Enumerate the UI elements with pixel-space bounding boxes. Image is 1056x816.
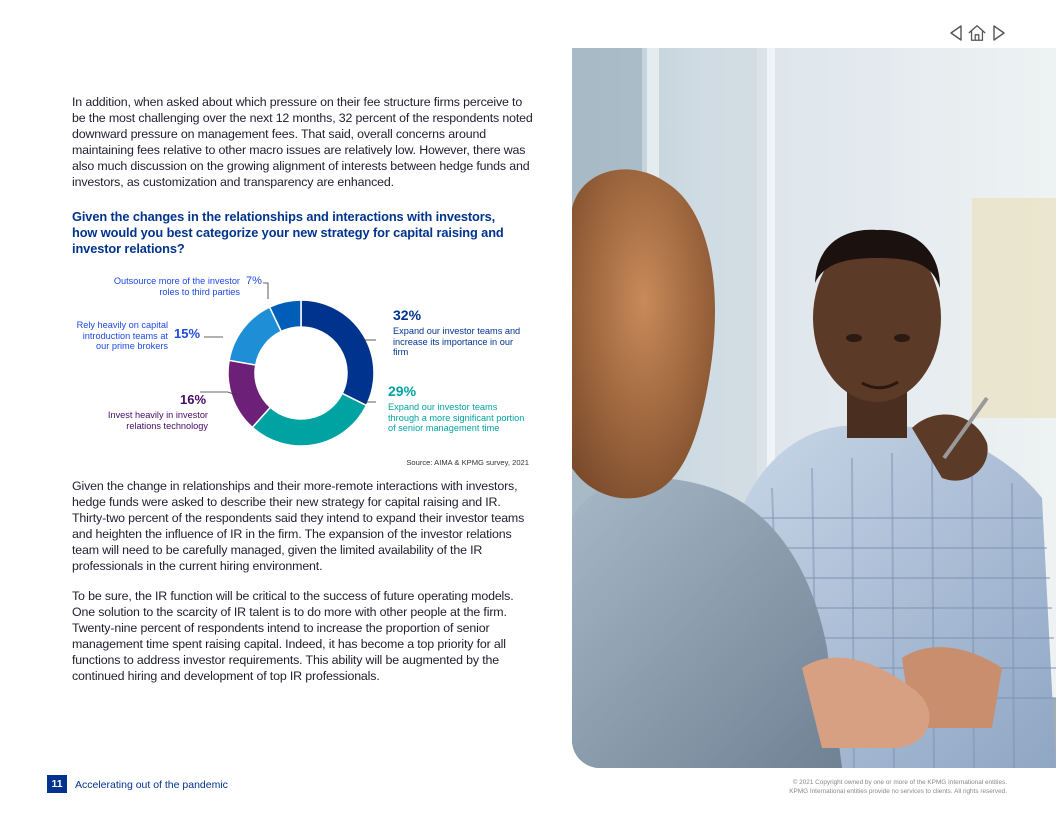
copyright-line-1: © 2021 Copyright owned by one or more of the KPMG International entities. bbox=[792, 779, 1007, 786]
label-expand-teams-text: Expand our investor teams and increase its importance in our firm bbox=[393, 326, 521, 358]
home-icon bbox=[967, 23, 987, 43]
chevron-left-icon bbox=[948, 24, 964, 42]
label-prime-brokers bbox=[70, 320, 168, 352]
strategy-paragraph: Given the change in relationships and their more-remote interactions with investors, hedge funds were asked to describe their new strategy for capital raising and IR. Thirty-two percent of the respondents said they intend to expand their investor teams and heighten the influence of IR in the firm. The expansion of the investor relations team will need to be carefully managed, given the limited availability of the IR professionals in the current hiring environment. bbox=[72, 479, 525, 573]
label-technology bbox=[90, 410, 208, 431]
label-expand-teams bbox=[393, 326, 521, 358]
value-prime-brokers: 15% bbox=[174, 326, 201, 341]
home-button[interactable] bbox=[967, 23, 987, 43]
label-outsource-text: Outsource more of the investor roles to third parties bbox=[113, 276, 240, 297]
label-prime-brokers-text: Rely heavily on capital introduction teams at our prime brokers bbox=[76, 320, 168, 352]
intro-paragraph: In addition, when asked about which pressure on their fee structure firms perceive to be the most challenging over the next 12 months, 32 percent of the respondents noted downward pressure on management fees. That said, overall concerns around maintaining fees relative to other macro issues are relatively low. However, there was also much discussion on the growing alignment of interests between hedge funds and investors, as customization and transparency are enhanced. bbox=[72, 95, 533, 189]
previous-page-button[interactable] bbox=[946, 23, 965, 43]
next-page-button[interactable] bbox=[989, 23, 1008, 43]
chevron-right-icon bbox=[991, 24, 1007, 42]
value-technology: 16% bbox=[180, 392, 207, 407]
footer-title[interactable]: Accelerating out of the pandemic bbox=[75, 779, 228, 791]
label-outsource bbox=[100, 276, 240, 297]
chart-question: Given the changes in the relationships and interactions with investors, how would you best categorize your new strategy for capital raising and investor relations? bbox=[72, 209, 504, 256]
ir-function-paragraph: To be sure, the IR function will be critical to the success of future operating models. One solution to the scarcity of IR talent is to do more with other people at the firm. Twenty-nine percent of respondents intend to increase the proportion of senior management time spent raising capital. Indeed, it has become a top priority for all functions to address investor requirements. This ability will be augmented by the continued hiring and development of top IR professionals. bbox=[72, 589, 514, 683]
slice-expand-teams bbox=[301, 300, 374, 405]
label-technology-text: Invest heavily in investor relations technology bbox=[107, 410, 208, 431]
strategy-donut-chart bbox=[60, 262, 540, 472]
label-senior-time-text: Expand our investor teams through a more significant portion of senior management time bbox=[388, 402, 525, 434]
value-expand-teams: 32% bbox=[393, 307, 422, 323]
copyright-notice bbox=[700, 779, 1007, 796]
value-outsource: 7% bbox=[246, 275, 262, 287]
label-senior-time bbox=[388, 402, 528, 434]
copyright-line-2: KPMG International entities provide no services to clients. All rights reserved. bbox=[789, 787, 1007, 795]
page-navigation bbox=[946, 22, 1008, 44]
value-senior-time: 29% bbox=[388, 383, 417, 399]
slice-senior-time bbox=[252, 393, 366, 446]
office-meeting-photo bbox=[572, 48, 1056, 768]
page-number: 11 bbox=[47, 775, 67, 793]
chart-source: Source: AIMA & KPMG survey, 2021 bbox=[406, 458, 529, 467]
